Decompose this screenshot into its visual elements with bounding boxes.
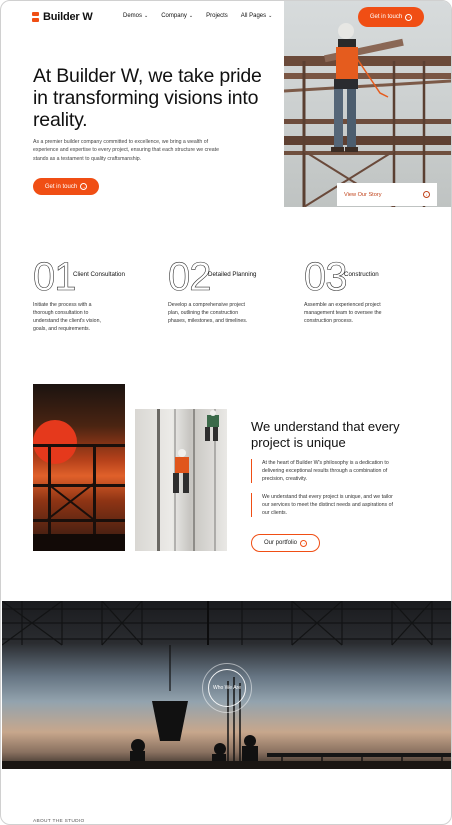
- chevron-down-icon: ⌄: [268, 13, 273, 19]
- about-studio-label: ABOUT THE STUDIO: [33, 819, 85, 824]
- philosophy-paragraph: At the heart of Builder W's philosophy is a dedication to delivering exceptional results through a combination of precision, creativity.: [251, 459, 401, 483]
- step-title: Detailed Planning: [208, 271, 257, 278]
- step-title: Construction: [344, 271, 379, 278]
- step-description: Assemble an experienced project management team to oversee the construction process.: [304, 302, 382, 324]
- get-in-touch-label: Get in touch: [369, 14, 403, 20]
- who-we-are-label: Who We Are: [213, 685, 241, 691]
- arrow-right-icon: →: [81, 183, 86, 189]
- main-nav: [123, 13, 272, 19]
- logo-text: Builder W: [43, 11, 93, 23]
- arrow-right-icon: →: [301, 540, 306, 545]
- step-description: Develop a comprehensive project plan, outlining the construction phases, milestones, and timelines.: [168, 302, 248, 324]
- logo-icon: [32, 12, 39, 22]
- arrow-down-icon: ↓: [423, 191, 430, 198]
- chevron-down-icon: ⌄: [188, 13, 194, 19]
- hero-get-in-touch-button[interactable]: [33, 178, 99, 195]
- nav-item-projects[interactable]: Projects: [206, 13, 228, 19]
- who-we-are-button[interactable]: [208, 669, 246, 707]
- our-portfolio-button[interactable]: [251, 534, 320, 552]
- hero-title: At Builder W, we take pride in transforming visions into reality.: [33, 65, 262, 131]
- view-story-button[interactable]: [337, 183, 437, 206]
- sunset-construction-photo: [33, 384, 125, 551]
- nav-item-demos[interactable]: Demos ⌄: [123, 13, 149, 19]
- hero-description: As a premier builder company committed to excellence, we bring a wealth of experience and expertise to every project, ensuring that each structure we create stands as a testament to quality craftsmanship.: [33, 139, 219, 162]
- portfolio-label: Our portfolio: [263, 540, 297, 546]
- facade-worker-photo: [135, 409, 227, 551]
- view-story-label: View Our Story: [344, 191, 382, 198]
- step-number: 01: [33, 255, 76, 299]
- chevron-down-icon: ⌄: [144, 13, 149, 19]
- step-title: Client Consultation: [73, 271, 125, 278]
- arrow-right-icon: →: [406, 14, 411, 19]
- step-description: Initiate the process with a thorough consultation to understand the client's vision, goals, and requirements.: [33, 302, 101, 332]
- tailor-paragraph: We understand that every project is unique, and we tailor our services to meet the distinct needs and aspirations of our clients.: [251, 493, 401, 517]
- hero-cta-label: Get in touch: [44, 183, 78, 190]
- unique-section-title: We understand that every project is unique: [251, 419, 400, 450]
- get-in-touch-button[interactable]: [358, 7, 424, 27]
- nav-item-company[interactable]: Company ⌄: [161, 13, 194, 19]
- hero-worker-photo: [284, 1, 452, 207]
- step-construction: [304, 255, 414, 324]
- step-number: 02: [168, 255, 211, 299]
- step-number: 03: [304, 255, 347, 299]
- step-consultation: [33, 255, 143, 332]
- step-planning: [168, 255, 278, 324]
- logo[interactable]: [32, 11, 93, 23]
- nav-item-all-pages[interactable]: All Pages ⌄: [240, 13, 273, 19]
